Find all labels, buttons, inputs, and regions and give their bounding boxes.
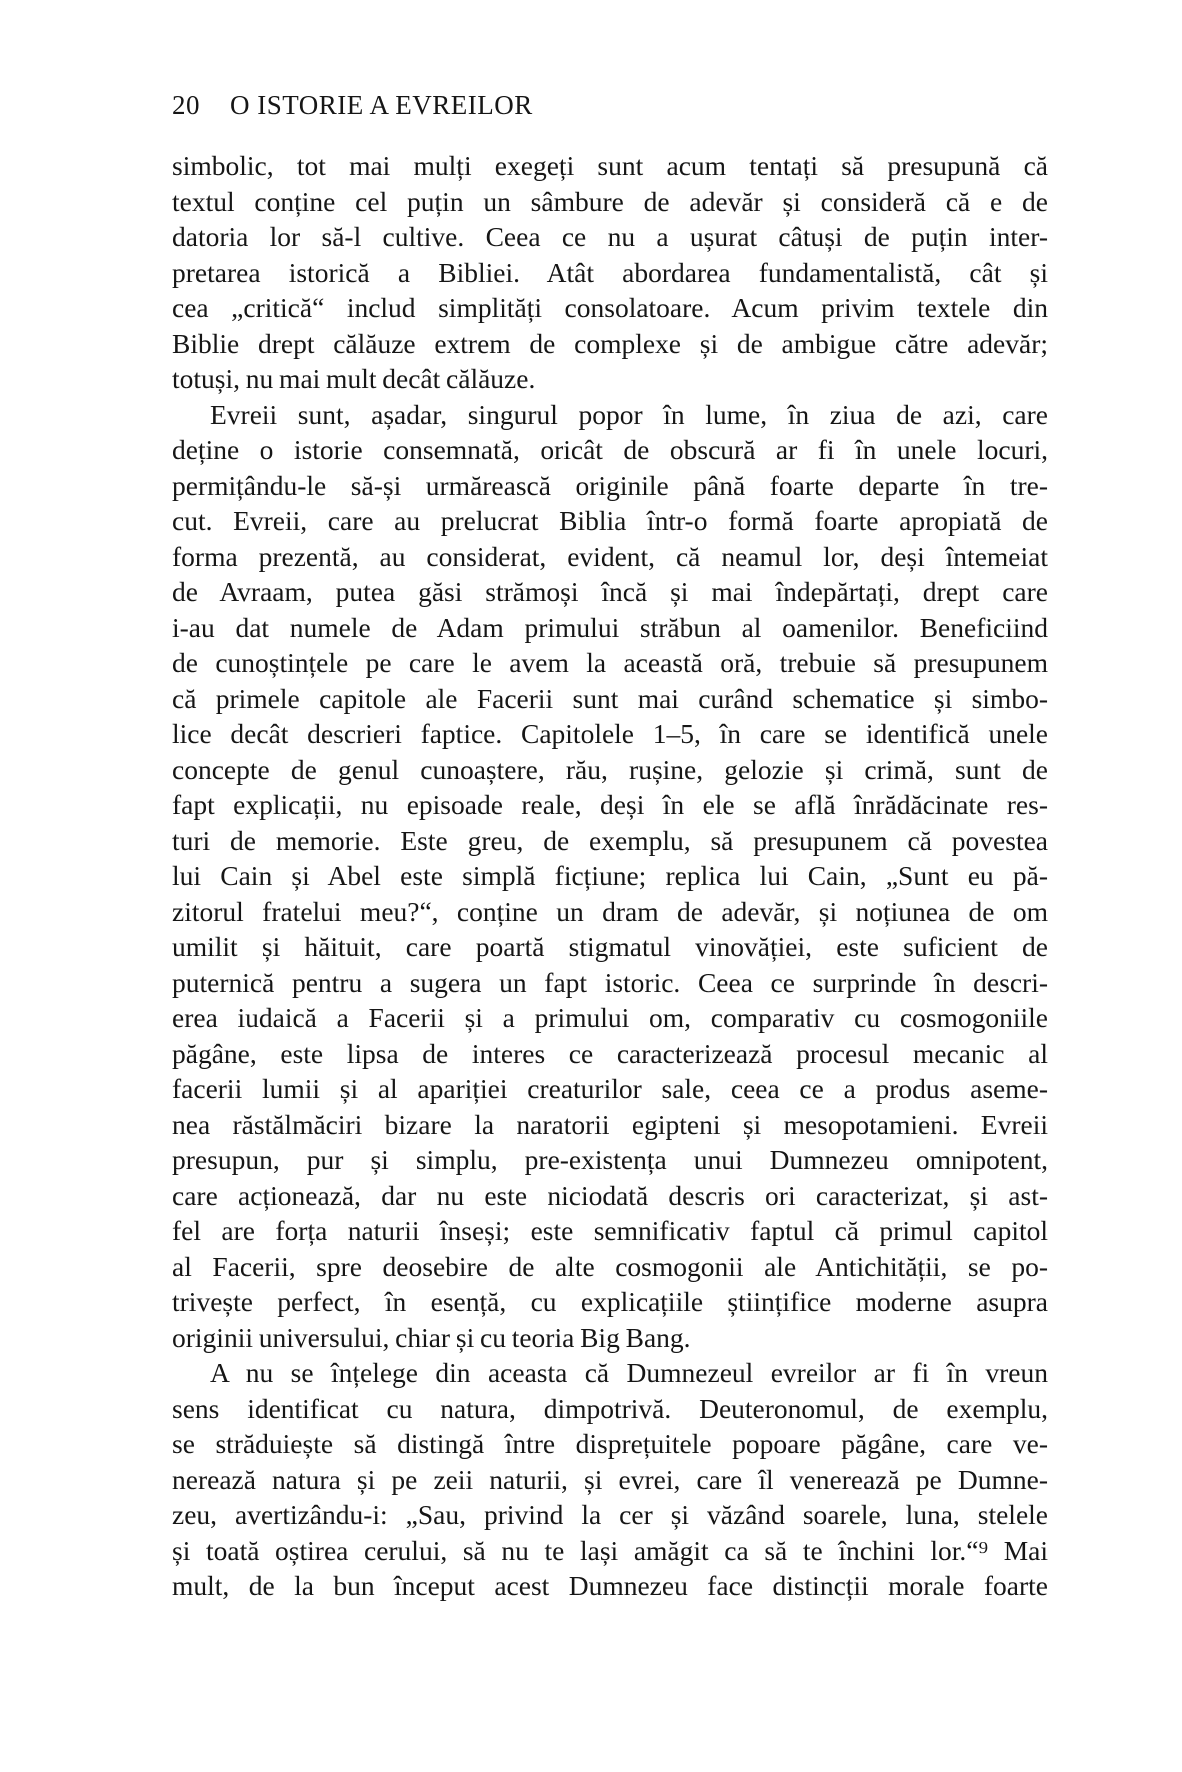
- text-line: nea răstălmăciri bizare la naratorii egipteni și mesopotamieni. Evreii: [172, 1108, 1048, 1140]
- text-line: umilit și hăituit, care poartă stigmatul vinovăției, este suficient de: [172, 931, 1048, 962]
- text-line: totuși, nu mai mult decât călăuze.: [172, 363, 536, 394]
- running-header: [172, 90, 1048, 120]
- text-line: care acționează, dar nu este niciodată descris ori caracterizat, și ast-: [172, 1179, 1048, 1211]
- text-line: A nu se înțelege din aceasta că Dumnezeul evreilor ar fi în vreun: [210, 1357, 1048, 1388]
- text-line: originii universului, chiar și cu teoria Big Bang.: [172, 1321, 691, 1353]
- text-line: deține o istorie consemnată, oricât de obscură ar fi în unele locuri,: [172, 434, 1048, 465]
- text-line: fel are forța naturii înseși; este semnificativ faptul că primul capitol: [172, 1215, 1048, 1246]
- text-line: facerii lumii și al apariției creaturilor sale, ceea ce a produs aseme-: [172, 1073, 1048, 1104]
- text-line: turi de memorie. Este greu, de exemplu, să presupunem că povestea: [172, 824, 1048, 856]
- text-line: nerează natura și pe zeii naturii, și evrei, care îl venerează pe Dumne-: [172, 1463, 1048, 1495]
- text-line: și toată oștirea cerului, să nu te lași amăgit ca să te închini lor.“⁹ Mai: [172, 1534, 1048, 1566]
- text-line: fapt explicații, nu episoade reale, deși în ele se află înrădăcinate res-: [172, 789, 1048, 820]
- text-line: trivește perfect, în esență, cu explicațiile științifice moderne asupra: [172, 1286, 1048, 1317]
- text-line: Evreii sunt, așadar, singurul popor în lume, în ziua de azi, care: [210, 398, 1048, 430]
- text-line: Biblie drept călăuze extrem de complexe și de ambigue către adevăr;: [172, 327, 1048, 359]
- text-line: datoria lor să-l cultive. Ceea ce nu a ușurat câtuși de puțin inter-: [172, 221, 1048, 252]
- text-line: puternică pentru a sugera un fapt istoric. Ceea ce surprinde în descri-: [172, 966, 1048, 998]
- text-line: permițându-le să-și urmărească originile până foarte departe în tre-: [172, 469, 1048, 501]
- text-line: i-au dat numele de Adam primului străbun al oamenilor. Beneficiind: [172, 611, 1048, 643]
- text-line: de Avraam, putea găsi strămoși încă și mai îndepărtați, drept care: [172, 576, 1048, 607]
- text-block: [172, 148, 1048, 1604]
- text-line: textul conține cel puțin un sâmbure de adevăr și consideră că e de: [172, 185, 1048, 217]
- text-line: cut. Evreii, care au prelucrat Biblia într-o formă foarte apropiată de: [172, 505, 1048, 536]
- text-line: sens identificat cu natura, dimpotrivă. Deuteronomul, de exemplu,: [172, 1392, 1048, 1424]
- text-line: de cunoștințele pe care le avem la această oră, trebuie să presupunem: [172, 647, 1048, 678]
- text-line: simbolic, tot mai mulți exegeți sunt acum tentați să presupună că: [172, 150, 1048, 181]
- text-line: păgâne, este lipsa de interes ce caracterizează procesul mecanic al: [172, 1037, 1048, 1069]
- text-line: lui Cain și Abel este simplă ficțiune; replica lui Cain, „Sunt eu pă-: [172, 860, 1048, 891]
- text-line: zitorul fratelui meu?“, conține un dram de adevăr, și noțiunea de om: [172, 895, 1048, 927]
- text-line: se străduiește să distingă între disprețuitele popoare păgâne, care ve-: [172, 1428, 1048, 1459]
- running-title: O ISTORIE A EVREILOR: [230, 90, 533, 120]
- text-line: pretarea istorică a Bibliei. Atât abordarea fundamentalistă, cât și: [172, 256, 1048, 288]
- text-line: concepte de genul cunoaștere, rău, rușine, gelozie și crimă, sunt de: [172, 753, 1048, 785]
- text-line: că primele capitole ale Facerii sunt mai curând schematice și simbo-: [172, 682, 1048, 714]
- text-line: erea iudaică a Facerii și a primului om, comparativ cu cosmogoniile: [172, 1002, 1048, 1033]
- page-number: 20: [172, 90, 200, 120]
- text-line: mult, de la bun început acest Dumnezeu face distincții morale foarte: [172, 1570, 1048, 1601]
- text-line: presupun, pur și simplu, pre-existența unui Dumnezeu omnipotent,: [172, 1144, 1048, 1175]
- text-line: zeu, avertizându-i: „Sau, privind la cer și văzând soarele, luna, stelele: [172, 1499, 1048, 1530]
- text-line: al Facerii, spre deosebire de alte cosmogonii ale Antichității, se po-: [172, 1250, 1048, 1282]
- text-line: forma prezentă, au considerat, evident, că neamul lor, deși întemeiat: [172, 540, 1048, 572]
- text-line: cea „critică“ includ simplități consolatoare. Acum privim textele din: [172, 292, 1048, 323]
- text-line: lice decât descrieri faptice. Capitolele 1–5, în care se identifică unele: [172, 718, 1048, 749]
